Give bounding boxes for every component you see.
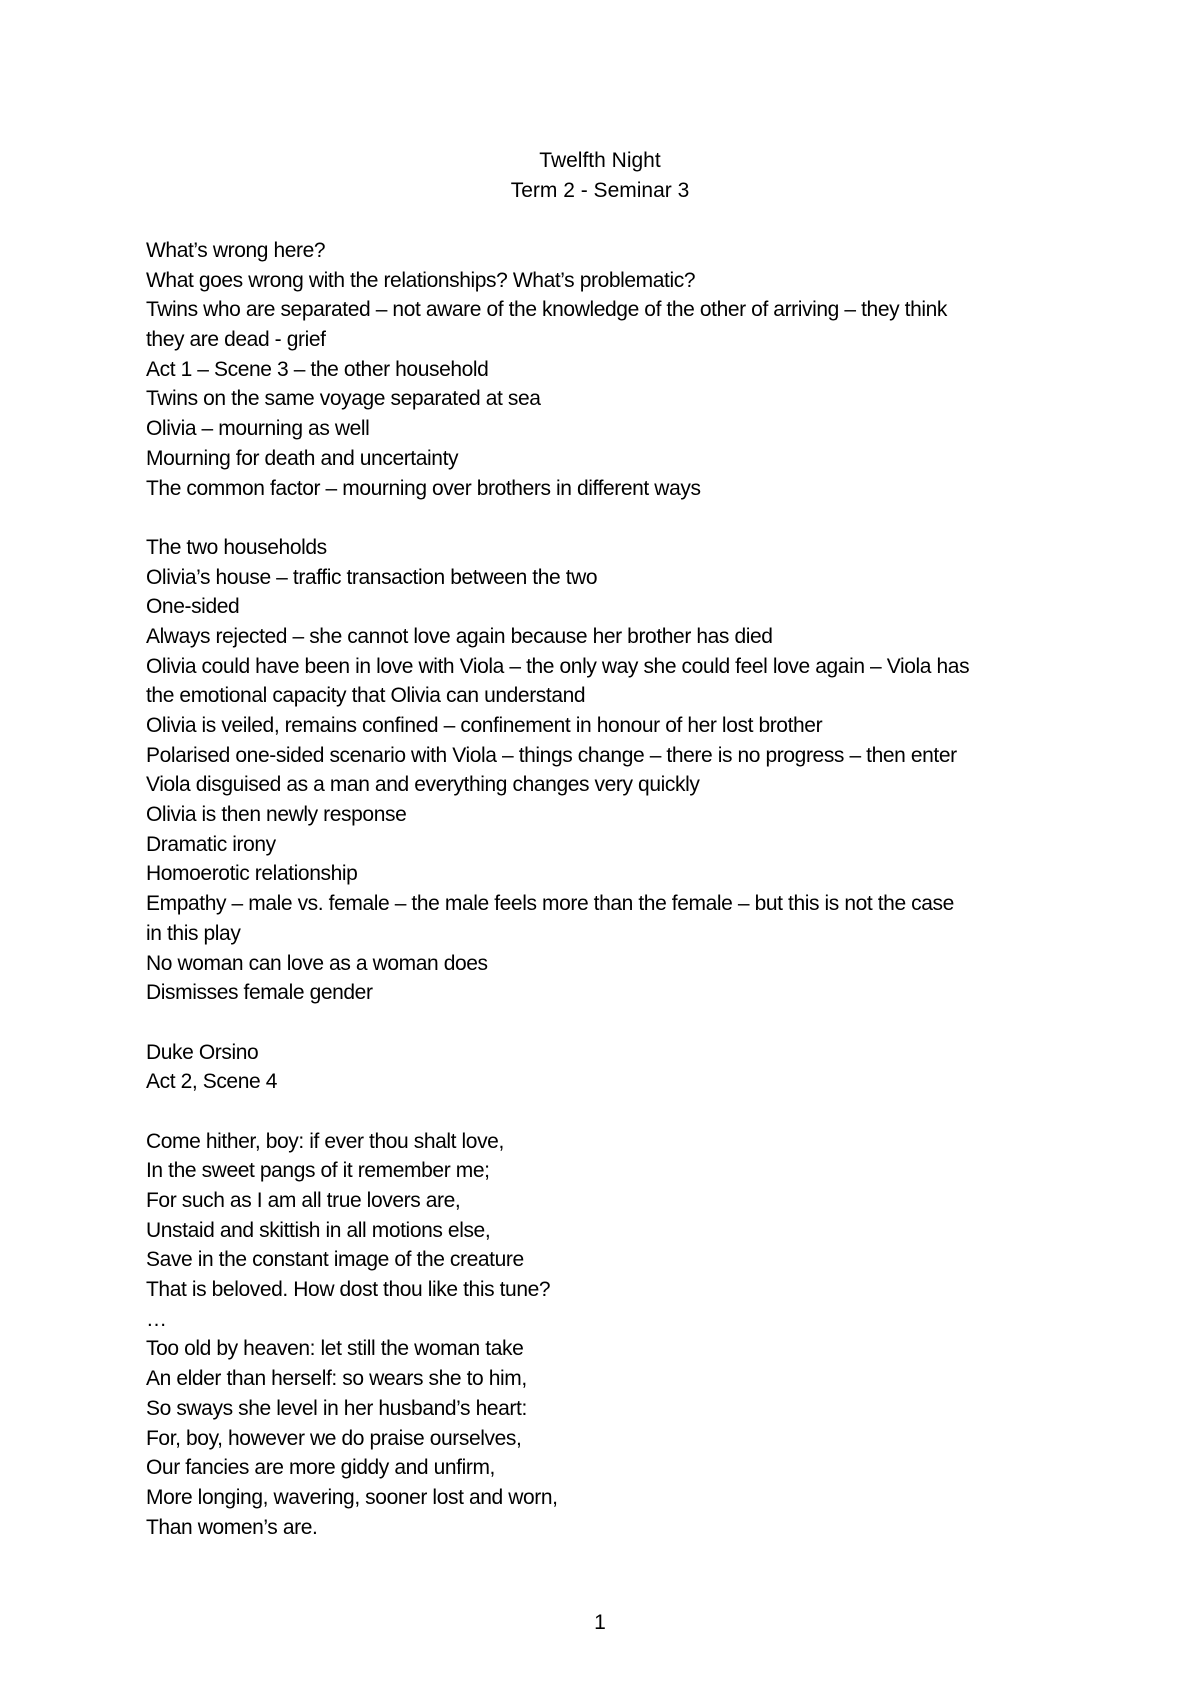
text-line: The common factor – mourning over brothers in different ways [146,476,701,500]
text-line: they are dead - grief [146,328,326,352]
text-line: One-sided [146,595,240,619]
text-line: Polarised one-sided scenario with Viola – things change – there is no progress – then enter [146,743,957,767]
paragraph-spacer [146,1008,1066,1038]
quote-line: … [146,1307,167,1331]
text-line: Homoerotic relationship [146,862,358,886]
text-line: Act 1 – Scene 3 – the other household [146,357,489,381]
text-line: Always rejected – she cannot love again because her brother has died [146,624,773,648]
quote-line: Too old by heaven: let still the woman take [146,1337,524,1361]
quote-line: That is beloved. How dost thou like this tune? [146,1278,551,1302]
quote-line: For, boy, however we do praise ourselves, [146,1426,522,1450]
text-line: The two households [146,535,327,559]
quote-line: An elder than herself: so wears she to him, [146,1367,527,1391]
paragraph-spacer [146,503,1066,533]
document-subtitle: Term 2 - Seminar 3 [510,179,690,202]
text-line: Twins on the same voyage separated at sea [146,387,541,411]
text-line: Duke Orsino [146,1040,259,1064]
text-line: What goes wrong with the relationships? What’s problematic? [146,268,696,292]
text-line: Viola disguised as a man and everything changes very quickly [146,773,700,797]
text-line: Olivia is then newly response [146,803,407,827]
quote-line: More longing, wavering, sooner lost and worn, [146,1485,558,1509]
quote-line: Our fancies are more giddy and unfirm, [146,1456,495,1480]
text-line: Empathy – male vs. female – the male feels more than the female – but this is not the case [146,892,954,916]
quote-line: In the sweet pangs of it remember me; [146,1159,490,1183]
text-line: Dramatic irony [146,832,276,856]
text-line: What’s wrong here? [146,239,326,262]
text-line: Olivia’s house – traffic transaction between the two [146,565,598,589]
text-line: Olivia – mourning as well [146,417,370,441]
text-line: the emotional capacity that Olivia can understand [146,684,586,708]
text-line: Mourning for death and uncertainty [146,446,459,470]
section-two-households [146,533,1066,1008]
section-duke-orsino [146,1038,1066,1097]
title-block [0,146,1200,206]
paragraph-spacer [146,1097,1066,1127]
quote-line: Come hither, boy: if ever thou shalt love, [146,1129,504,1153]
text-line: Twins who are separated – not aware of the knowledge of the other of arriving – they think [146,298,947,322]
quote-line: Save in the constant image of the creature [146,1248,524,1272]
quote-block [146,1127,1066,1543]
document-title: Twelfth Night [539,149,661,172]
text-line: Dismisses female gender [146,981,373,1005]
notes-body [146,236,1066,1542]
page-number: 1 [594,1611,606,1634]
text-line: Act 2, Scene 4 [146,1070,277,1094]
quote-line: Unstaid and skittish in all motions else, [146,1218,491,1242]
section-whats-wrong [146,236,1066,503]
text-line: Olivia could have been in love with Viola – the only way she could feel love again – Viola has [146,654,970,678]
quote-line: Than women’s are. [146,1515,318,1539]
quote-line: So sways she level in her husband’s heart: [146,1396,527,1420]
text-line: No woman can love as a woman does [146,951,488,975]
text-line: Olivia is veiled, remains confined – confinement in honour of her lost brother [146,714,823,737]
quote-line: For such as I am all true lovers are, [146,1189,461,1212]
text-line: in this play [146,921,241,945]
